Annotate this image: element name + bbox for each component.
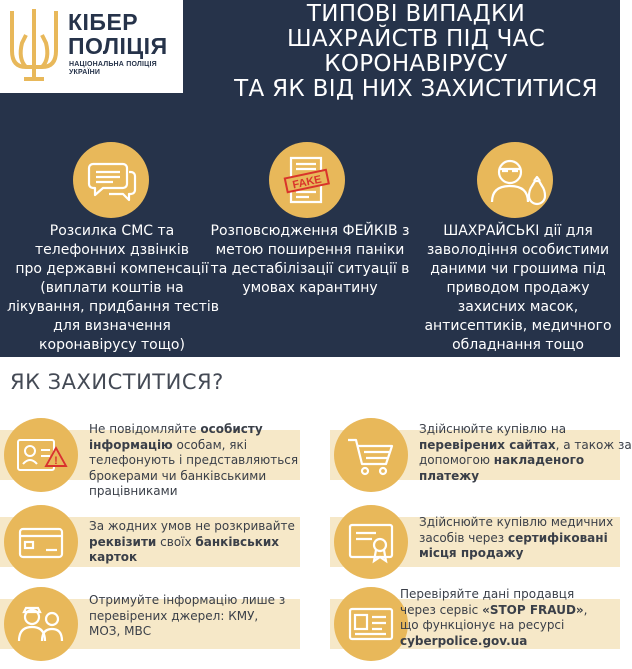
tip-trusted-sources xyxy=(89,593,285,640)
tip-line xyxy=(419,438,632,454)
tip-line xyxy=(419,546,613,562)
tip-line xyxy=(89,469,298,485)
tip-line xyxy=(89,484,298,500)
tip-line xyxy=(400,603,588,619)
tip-text-run: МОЗ, МВС xyxy=(89,624,152,638)
case-line: захисних масок, xyxy=(457,299,579,315)
tip-stop-fraud xyxy=(400,587,588,649)
case-line: (виплати коштів на xyxy=(40,280,184,296)
id-document-icon xyxy=(334,587,408,661)
tip-row xyxy=(0,418,632,498)
masked-thief-icon xyxy=(477,142,553,218)
tip-text-bold: банківських xyxy=(195,534,280,549)
tip-text-run: що функціонує на ресурсі xyxy=(400,618,565,632)
tip-text-bold: місця продажу xyxy=(419,546,524,560)
shopping-cart-icon xyxy=(334,418,408,492)
tip-row xyxy=(0,505,620,579)
tip-line xyxy=(89,453,298,469)
tip-text-run: працівниками xyxy=(89,484,178,498)
tip-verified-sites xyxy=(419,422,632,484)
tip-text-run: через сервіс xyxy=(400,602,483,617)
case-line: коронавірусу тощо) xyxy=(39,337,185,353)
tip-line xyxy=(89,422,298,438)
title-line2: ШАХРАЙСТВ ПІД ЧАС xyxy=(286,26,546,52)
fake-news-icon xyxy=(269,142,345,218)
tip-card-details xyxy=(89,519,295,566)
tip-text-run: : КМУ, xyxy=(220,608,259,623)
logo-title-line1: КІБЕР xyxy=(68,9,139,35)
page-title xyxy=(222,2,610,102)
tip-line xyxy=(89,609,285,625)
case-line: метою поширення паніки xyxy=(215,242,405,258)
tip-line xyxy=(419,422,632,438)
case-line: та дестабілізації ситуації в xyxy=(210,261,410,277)
tip-text-run: своїх xyxy=(156,534,196,549)
id-card-warning-icon xyxy=(4,418,78,492)
fake-stamp-label: FAKE xyxy=(291,173,323,192)
case-line: Розповсюдження ФЕЙКІВ з xyxy=(210,223,410,239)
tip-text-bold: карток xyxy=(89,550,138,564)
tip-line xyxy=(419,531,613,547)
tip-line xyxy=(419,453,632,469)
trident-icon xyxy=(8,7,60,85)
officials-icon xyxy=(4,587,78,661)
logo-title-line2: ПОЛІЦІЯ xyxy=(68,33,168,59)
svg-text:!: ! xyxy=(54,455,58,467)
tip-text-run: За жодних умов не розкривайте xyxy=(89,519,295,533)
tip-text-run: Отримуйте інформацію лише з xyxy=(89,593,286,607)
tip-text-run: телефонують і представляються xyxy=(89,453,299,467)
case-fakes xyxy=(210,222,410,298)
tip-text-bold: інформацію xyxy=(89,437,173,452)
tip-text-bold: cyberpolice.gov.ua xyxy=(400,633,528,648)
certificate-icon xyxy=(334,505,408,579)
tip-line xyxy=(400,587,588,603)
protect-heading: ЯК ЗАХИСТИТИСЯ? xyxy=(10,370,224,394)
tip-line xyxy=(89,438,298,454)
case-fraud-sales xyxy=(418,222,618,355)
case-line: про державні компенсації xyxy=(15,261,209,277)
tip-line xyxy=(419,515,613,531)
cyberpolice-logo[interactable] xyxy=(0,0,183,93)
tip-text-bold: особисту xyxy=(200,422,263,436)
case-line: для визначення xyxy=(53,318,171,334)
tip-text-bold: платежу xyxy=(419,468,480,483)
logo-subtitle-line2: УКРАЇНИ xyxy=(69,69,101,76)
tip-line xyxy=(89,624,285,640)
logo-title xyxy=(68,10,168,58)
tip-certified-stores xyxy=(419,515,613,562)
tip-text-run: засобів через xyxy=(419,530,508,545)
case-line: ШАХРАЙСЬКІ дії для xyxy=(443,223,593,239)
tip-line xyxy=(400,634,588,650)
tip-text-bold: накладеного xyxy=(493,453,585,467)
case-line: телефонних дзвінків xyxy=(34,242,190,258)
tip-line xyxy=(89,535,295,551)
tip-text-bold: перевірених сайтах xyxy=(419,437,556,452)
case-line: умовах карантину xyxy=(242,280,378,296)
tip-text-bold: сертифіковані xyxy=(507,530,608,545)
tip-text-run: , xyxy=(583,602,588,617)
case-line: лікування, придбання тестів xyxy=(7,299,220,315)
case-line: приводом продажу xyxy=(446,280,590,296)
tip-text-bold: «STOP FRAUD» xyxy=(482,602,584,617)
case-line: заволодіння особистими xyxy=(426,242,610,258)
logo-subtitle xyxy=(69,61,179,77)
tip-row xyxy=(0,587,620,661)
tip-personal-info xyxy=(89,422,298,500)
logo-subtitle-line1: НАЦІОНАЛЬНА ПОЛІЦІЯ xyxy=(69,61,157,68)
title-line4: ТА ЯК ВІД НИХ ЗАХИСТИТИСЯ xyxy=(234,76,598,102)
chat-bubbles-icon xyxy=(73,142,149,218)
tip-line xyxy=(89,550,295,566)
case-line: даними чи грошима під xyxy=(430,261,606,277)
case-line: антисептиків, медичного xyxy=(424,318,612,334)
tip-line xyxy=(419,469,632,485)
title-line3: КОРОНАВІРУСУ xyxy=(324,51,508,77)
tip-text-bold: реквізити xyxy=(89,534,157,549)
case-line: обладнання тощо xyxy=(452,337,584,353)
tip-text-run: перевірених джерел xyxy=(89,608,221,623)
title-line1: ТИПОВІ ВИПАДКИ xyxy=(306,1,526,27)
tip-line xyxy=(89,593,285,609)
tip-text-run: особам, які xyxy=(172,437,248,452)
tip-text-run: допомогою xyxy=(419,453,494,467)
tip-line xyxy=(400,618,588,634)
tip-line xyxy=(89,519,295,535)
tip-text-run: Здійснюйте купівлю на xyxy=(419,422,567,436)
case-sms-calls xyxy=(7,222,220,355)
tip-text-run: брокерами чи банківськими xyxy=(89,468,267,483)
bank-card-icon xyxy=(4,505,78,579)
tip-text-run: Здійснюйте купівлю медичних xyxy=(419,515,614,529)
tip-text-run: , а також за xyxy=(555,437,632,452)
tip-text-run: Перевіряйте дані продавця xyxy=(400,587,575,601)
tip-text-run: Не повідомляйте xyxy=(89,422,201,436)
case-line: Розсилка СМС та xyxy=(49,223,175,239)
